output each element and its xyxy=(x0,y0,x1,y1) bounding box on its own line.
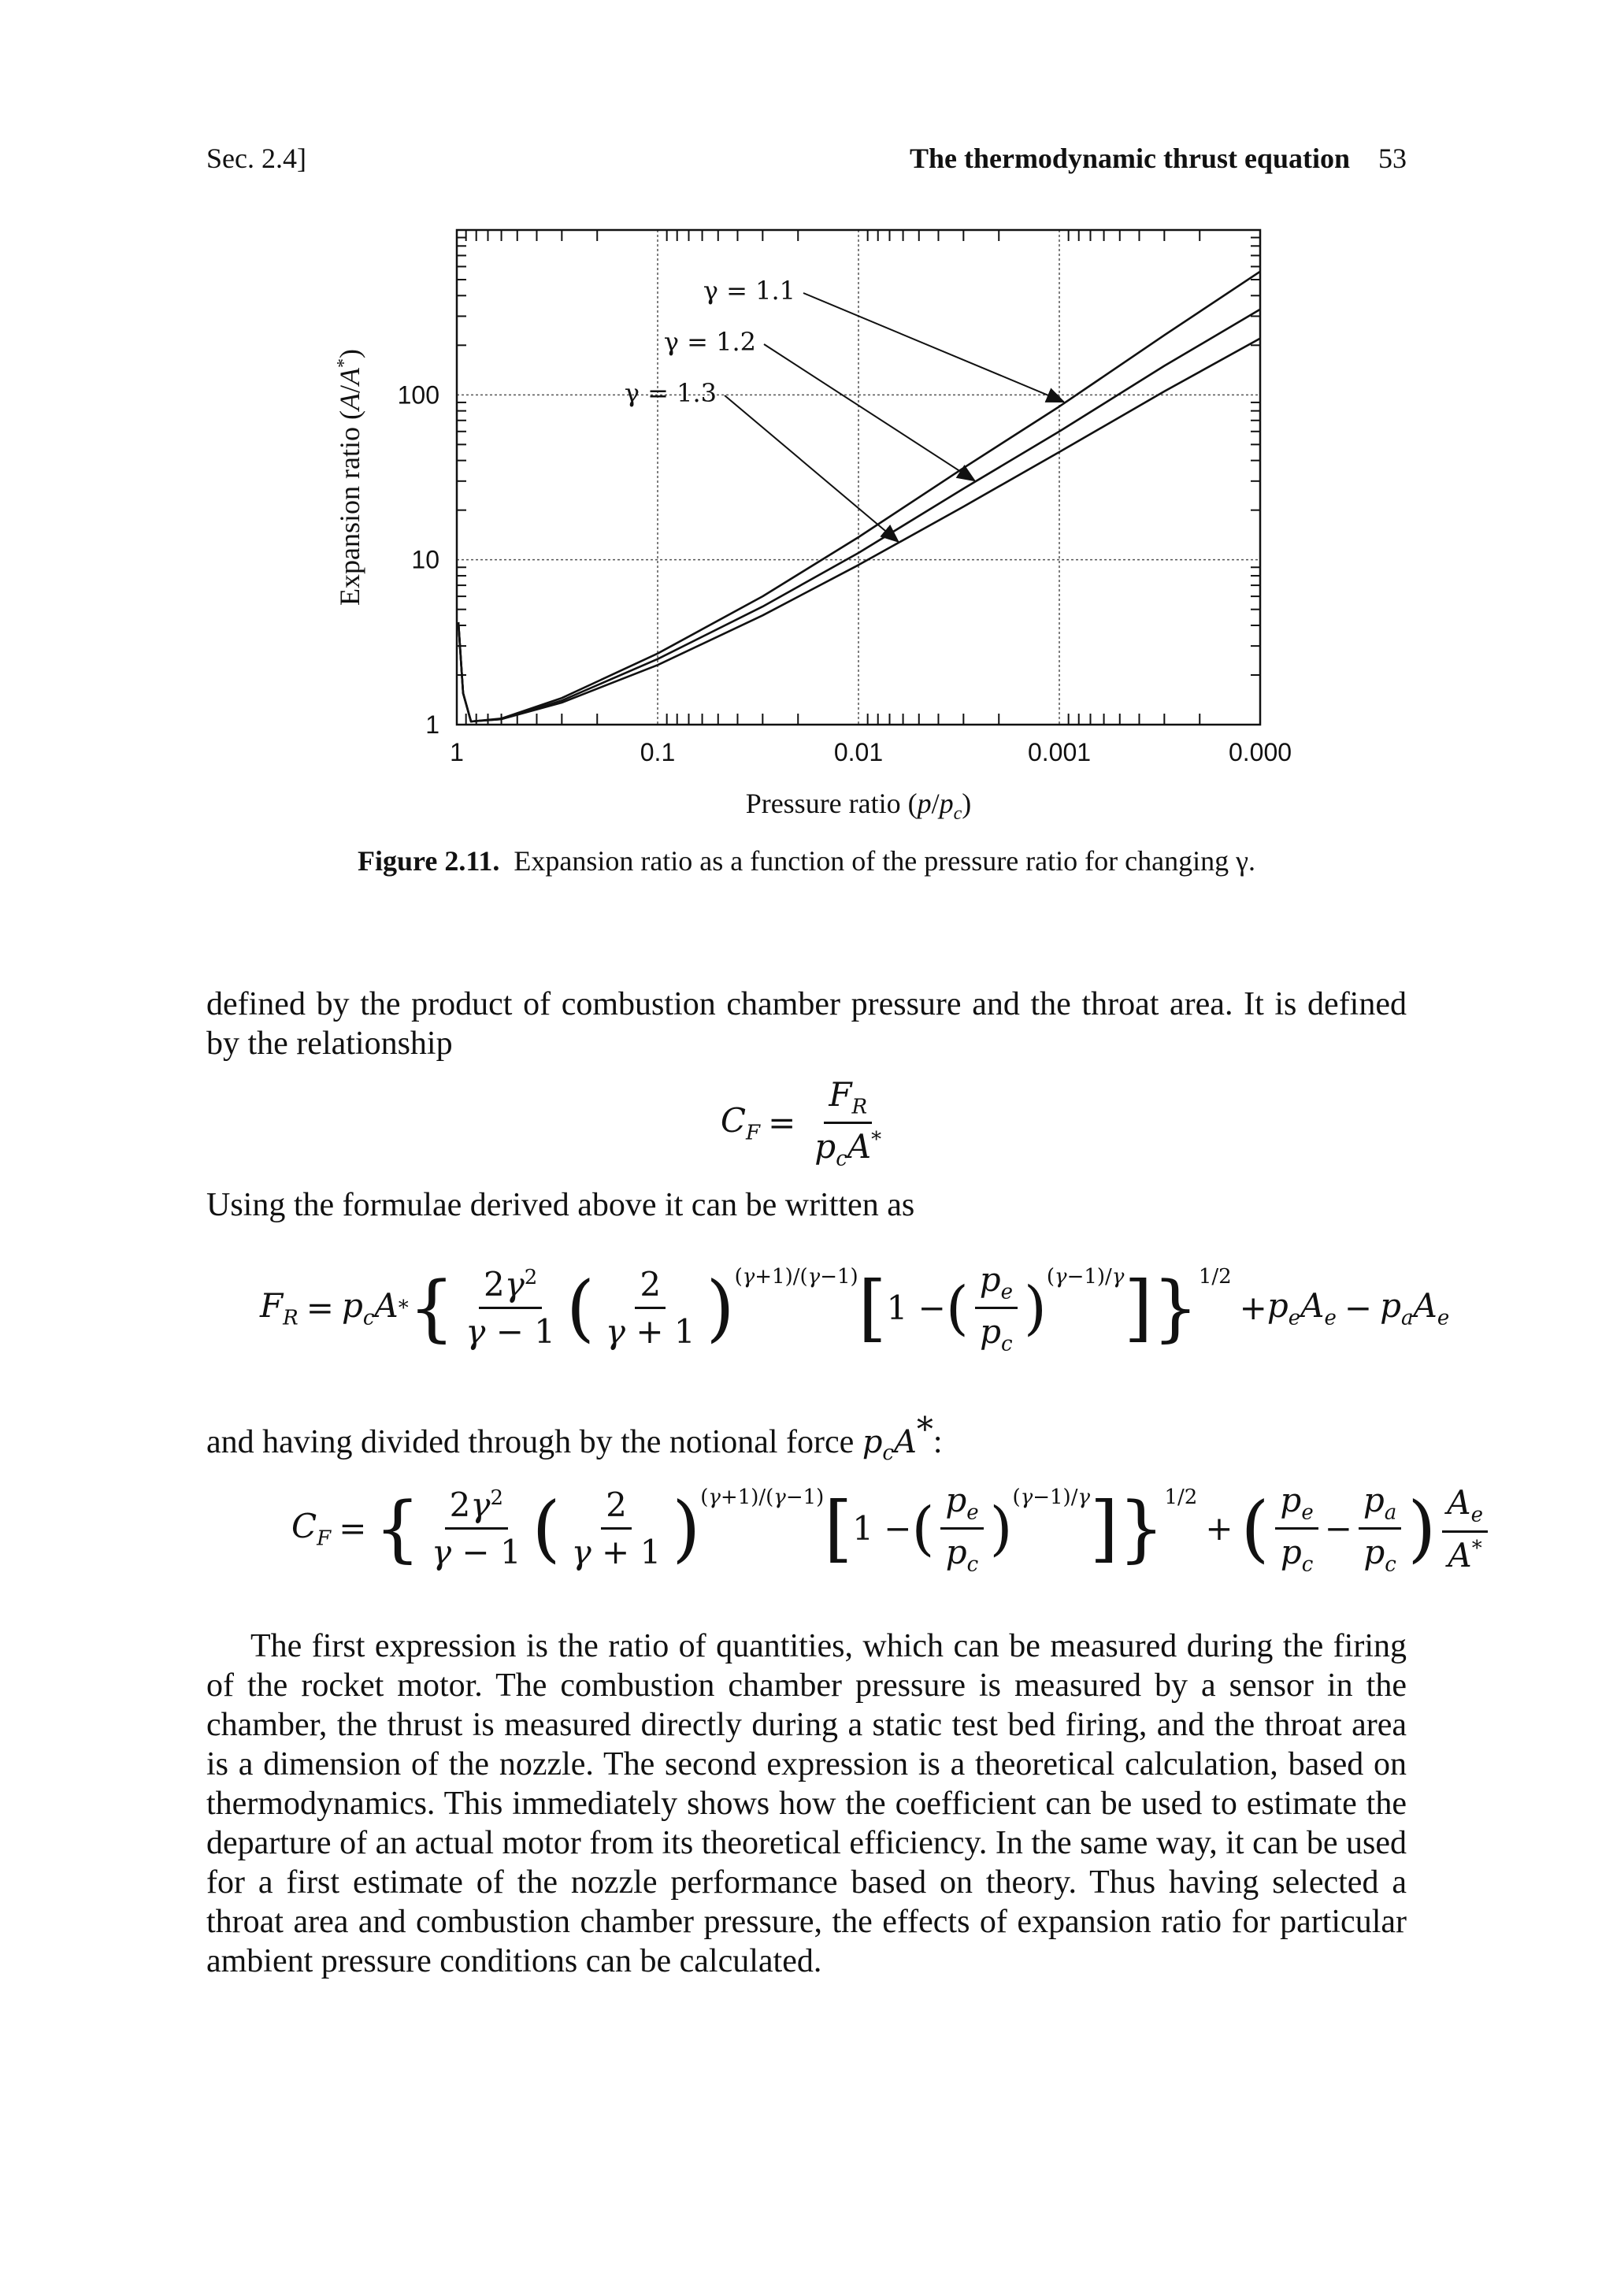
y-tick-label: 1 xyxy=(425,710,439,739)
running-header-title xyxy=(910,142,1407,175)
series-arrow xyxy=(725,395,899,542)
x-tick-label: 0.000 xyxy=(1228,738,1292,766)
series-group xyxy=(458,272,1260,721)
series-line xyxy=(458,310,1260,721)
x-axis-label: Pressure ratio $(p/p_c)$ xyxy=(745,788,972,824)
x-tick-label: 0.1 xyxy=(640,738,676,766)
x-tick-labels xyxy=(450,738,1292,766)
series-arrow xyxy=(803,293,1064,402)
expansion-ratio-chart xyxy=(331,221,1292,835)
series-line xyxy=(458,339,1260,721)
x-tick-label: 1 xyxy=(450,738,464,766)
y-tick-labels xyxy=(398,380,439,739)
running-header-section: Sec. 2.4] xyxy=(206,143,306,174)
series-label: γ = 1.2 xyxy=(663,327,756,357)
equation-thrust-coefficient: $C_F$ = { $\frac{2\gamma^2}{\gamma - 1}$ ( $\frac{2}{\gamma + 1}$ ) $^{(\gamma +1)/(\gamma -1)}$ [ 1 − ( $\frac{p_e}{p_c}$ ) $^{(\gamma -1)/\gamma}$ ] } $^{1/2}$ + ( $\frac{p_e}{p_c}$ − $\frac{p_a}{p_c}$ ) $\frac{A_e}{A^*}$ xyxy=(291,1481,1494,1577)
x-tick-label: 0.01 xyxy=(833,738,884,766)
y-axis-label: Expansion ratio (A/A*) xyxy=(334,349,365,606)
equation-thrust: $F_R$ = $p_cA$ * { $\frac{2\gamma^2}{\gamma - 1}$ ( $\frac{2}{\gamma + 1}$ ) $^{(\gamma +1)/(\gamma -1)}$ [ 1 − ( $\frac{p_e}{p_c}$ ) $^{(\gamma -1)/\gamma}$ ] } $^{1/2}$ + $p_eA_e$ − $p_aA_e$ xyxy=(260,1260,1450,1356)
y-tick-label: 10 xyxy=(411,545,439,574)
chart-series xyxy=(458,272,1260,721)
paragraph-divided: and having divided through by the notional force $p_cA^*$: xyxy=(206,1410,943,1465)
paragraph-formulae: Using the formulae derived above it can be written as xyxy=(206,1187,915,1223)
figure-caption-text: Expansion ratio as a function of the pressure ratio for changing γ. xyxy=(514,845,1255,877)
series-line xyxy=(458,272,1260,721)
series-annotations xyxy=(625,276,1064,542)
y-tick-label: 100 xyxy=(397,380,439,410)
series-label: γ = 1.1 xyxy=(703,276,795,306)
series-label: γ = 1.3 xyxy=(624,378,717,408)
chart-grid xyxy=(457,230,1260,725)
x-tick-label: 0.001 xyxy=(1027,738,1092,766)
header-title-text: The thermodynamic thrust equation xyxy=(909,143,1350,174)
paragraph-divided-text: and having divided through by the notional force xyxy=(206,1424,855,1460)
equation-thrust-coefficient-definition: $C_F$ = $\frac{F_R}{p_cA^*}$ xyxy=(720,1075,882,1171)
series-arrow xyxy=(764,344,975,480)
figure-caption xyxy=(0,844,1613,877)
page-number: 53 xyxy=(1378,143,1407,174)
paragraph-discussion: The first expression is the ratio of quantities, which can be measured during the firing of the rocket motor. The combustion chamber pressure is measured by a sensor in the chamber, the thrust is measured directly during a static test bed firing, and the throat area is a dimension of the nozzle. The second expression is a theoretical calculation, based on thermodynamics. This immediately shows how the coefficient can be used to estimate the departure of an actual motor from its theoretical efficiency. In the same way, it can be used for a first estimate of the nozzle performance based on theory. Thus having selected a throat area and combustion chamber pressure, the effects of expansion ratio for particular ambient pressure conditions can be calculated. xyxy=(206,1628,1407,1979)
paragraph-intro: defined by the product of combustion chamber pressure and the throat area. It is defined by the relationship xyxy=(206,986,1407,1062)
figure-caption-label: Figure 2.11. xyxy=(358,845,500,877)
